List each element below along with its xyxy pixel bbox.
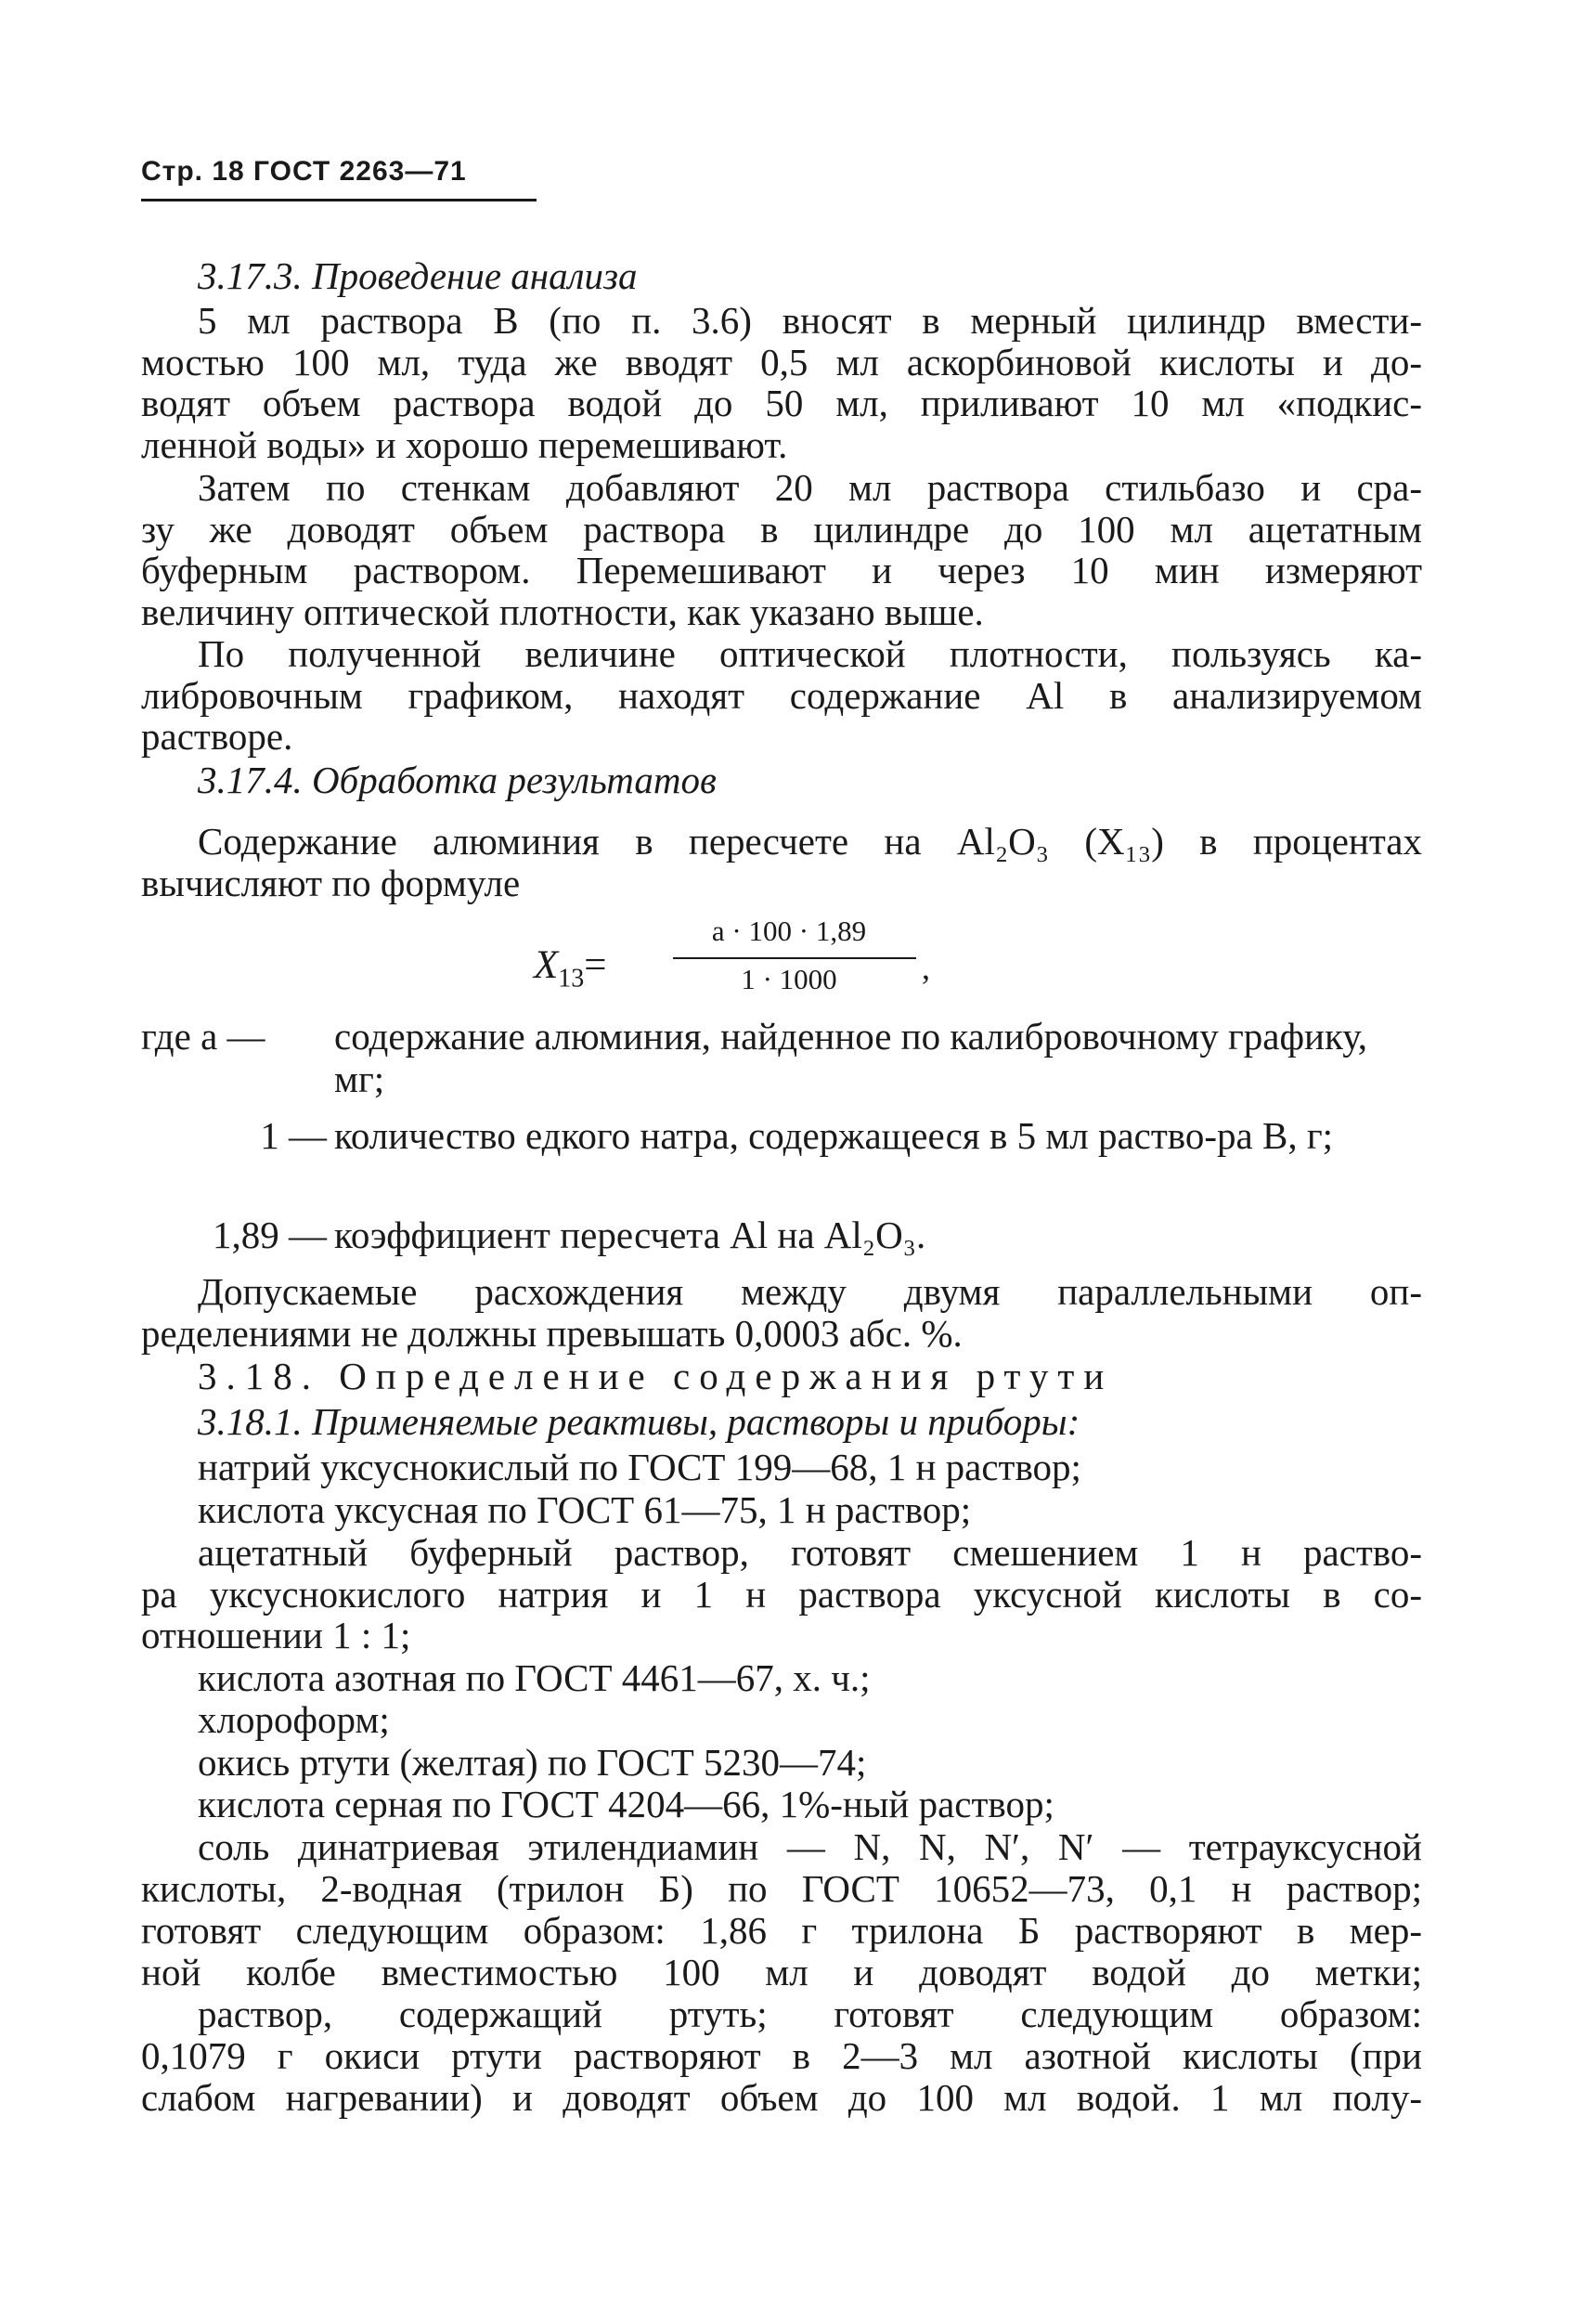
definition-key-1: 1 — — [260, 1114, 327, 1157]
fraction-bar — [673, 957, 916, 959]
text-line: Допускаемые расхождения между двумя параллельными оп- — [198, 1270, 1422, 1313]
formula-numerator: a · 100 · 1,89 — [711, 915, 867, 947]
text-line: хлороформ; — [198, 1698, 390, 1741]
text-line: слабом нагревании) и доводят объем до 100 мл водой. 1 мл полу- — [141, 2076, 1422, 2119]
formula-x13 — [534, 915, 930, 998]
text-line: водят объем раствора водой до 50 мл, приливают 10 мл «подкис- — [141, 382, 1422, 424]
text-line: окись ртути (желтая) по ГОСТ 5230—74; — [198, 1741, 867, 1784]
formula-comma: , — [922, 949, 930, 986]
text-line: ацетатный буферный раствор, готовят смешением 1 н раство- — [198, 1531, 1422, 1574]
definition-text-1: количество едкого натра, содержащееся в 5 мл раство-ра В, г; — [334, 1114, 1334, 1157]
text-line: ределениями не должны превышать 0,0003 абс. %. — [141, 1312, 963, 1355]
text-line: вычисляют по формуле — [141, 862, 521, 904]
text-line: зу же доводят объем раствора в цилиндре до 100 мл ацетатным — [141, 508, 1422, 551]
text-line: готовят следующим образом: 1,86 г трилона Б растворяют в мер- — [141, 1909, 1422, 1952]
text-line: либровочным графиком, находят содержание Al в анализируемом — [141, 674, 1422, 717]
section-heading-3-18-1: 3.18.1. Применяемые реактивы, растворы и приборы: — [198, 1400, 1080, 1443]
text-line: кислота серная по ГОСТ 4204—66, 1%-ный раствор; — [198, 1783, 1054, 1825]
text-line: натрий уксуснокислый по ГОСТ 199—68, 1 н раствор; — [198, 1446, 1081, 1488]
text-line: кислота азотная по ГОСТ 4461—67, х. ч.; — [198, 1656, 871, 1699]
formula-denominator: 1 · 1000 — [741, 963, 837, 995]
definition-key-1-89: 1,89 — — [213, 1214, 327, 1256]
definition-key-a: где a — — [141, 1015, 265, 1058]
text-line: 5 мл раствора В (по п. 3.6) вносят в мерный цилиндр вмести- — [198, 299, 1422, 342]
definition-text-1-89: коэффициент пересчета Al на Al₂O₃. — [334, 1214, 926, 1256]
definition-text-a: содержание алюминия, найденное по калибровочному графику, мг; — [334, 1015, 1367, 1100]
text-line: кислоты, 2-водная (трилон Б) по ГОСТ 10652—73, 0,1 н раствор; — [141, 1867, 1422, 1910]
text-line: раствор, содержащий ртуть; готовят следующим образом: — [198, 1993, 1422, 2035]
text-line: Затем по стенкам добавляют 20 мл раствора стильбазо и сра- — [198, 466, 1422, 509]
section-heading-3-17-4: 3.17.4. Обработка результатов — [198, 759, 717, 801]
text-line: По полученной величине оптической плотности, пользуясь ка- — [198, 632, 1422, 675]
page-header: Стр. 18 ГОСТ 2263—71 — [141, 156, 467, 187]
header-rule — [141, 199, 537, 201]
formula-lhs: $X_{13}=$ — [534, 943, 607, 993]
text-line: буферным раствором. Перемешивают и через 10 мин измеряют — [141, 549, 1422, 591]
text-line: Содержание алюминия в пересчете на Al₂O₃ (X₁₃) в процентах — [198, 820, 1422, 863]
text-line: кислота уксусная по ГОСТ 61—75, 1 н раствор; — [198, 1488, 972, 1531]
section-heading-3-17-3: 3.17.3. Проведение анализа — [198, 254, 638, 297]
text-line: ной колбе вместимостью 100 мл и доводят водой до метки; — [141, 1951, 1422, 1993]
text-line: ра уксуснокислого натрия и 1 н раствора уксусной кислоты в со- — [141, 1573, 1422, 1616]
text-line: растворе. — [141, 715, 293, 758]
text-line: отношении 1 : 1; — [141, 1614, 411, 1656]
text-line: 0,1079 г окиси ртути растворяют в 2—3 мл азотной кислоты (при — [141, 2034, 1422, 2077]
section-heading-3-18: 3.18. Определение содержания ртути — [198, 1355, 1114, 1397]
text-line: соль динатриевая этилендиамин — N, N, N′, N′ — тетрауксусной — [198, 1825, 1422, 1868]
text-line: мостью 100 мл, туда же вводят 0,5 мл аскорбиновой кислоты и до- — [141, 341, 1422, 383]
text-line: ленной воды» и хорошо перемешивают. — [141, 423, 788, 466]
text-line: величину оптической плотности, как указано выше. — [141, 591, 984, 633]
